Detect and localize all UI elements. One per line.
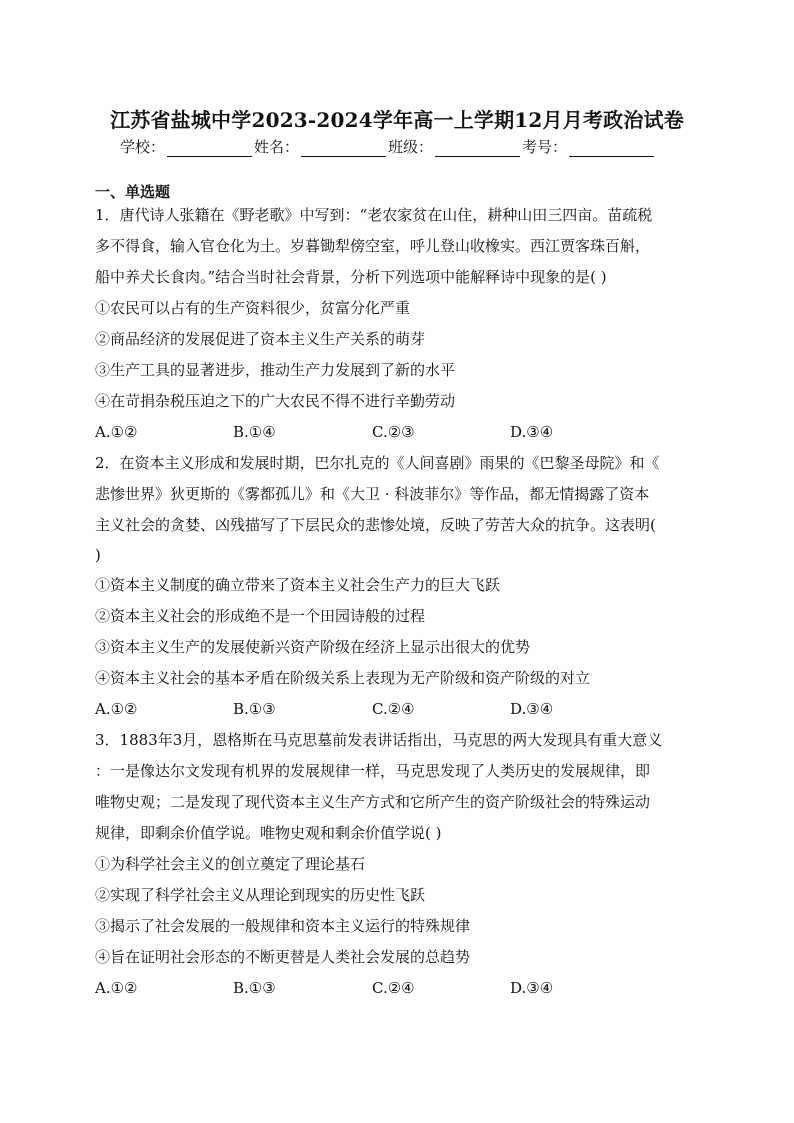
option-c[interactable]: C.②④: [372, 700, 415, 718]
name-field: [254, 136, 388, 157]
question-3-statement: ②实现了科学社会主义从理论到现实的历史性飞跃: [95, 886, 426, 904]
option-a[interactable]: A.①②: [95, 423, 138, 441]
page-title: 江苏省盐城中学2023-2024学年高一上学期12月月考政治试卷: [110, 108, 684, 132]
option-d[interactable]: D.③④: [510, 423, 554, 441]
class-blank[interactable]: [435, 140, 520, 157]
school-field: [120, 136, 254, 157]
class-field: [388, 136, 522, 157]
question-2-line: 2．在资本主义形成和发展时期，巴尔扎克的《人间喜剧》雨果的《巴黎圣母院》和《: [95, 454, 660, 472]
question-1-line: 船中养犬长食肉。”结合当时社会背景，分析下列选项中能解释诗中现象的是( ): [95, 268, 607, 286]
exam-number-blank[interactable]: [569, 140, 654, 157]
question-3-line: 3．1883年3月，恩格斯在马克思墓前发表讲话指出，马克思的两大发现具有重大意义: [95, 731, 663, 749]
option-b[interactable]: B.①④: [233, 423, 276, 441]
school-label: 学校：: [120, 138, 166, 156]
exam-number-field: [522, 136, 656, 157]
question-2-line: ): [95, 546, 101, 564]
question-1-statement: ④在苛捐杂税压迫之下的广大农民不得不进行辛勤劳动: [95, 392, 456, 410]
question-1-line: 1．唐代诗人张籍在《野老歌》中写到：“老农家贫在山住，耕种山田三四亩。苗疏税: [95, 206, 653, 224]
question-3-statement: ③揭示了社会发展的一般规律和资本主义运行的特殊规律: [95, 917, 471, 935]
exam-number-label: 考号：: [522, 138, 568, 156]
question-2-line: 主义社会的贪婪、凶残描写了下层民众的悲惨处境，反映了劳苦大众的抗争。这表明(: [95, 516, 656, 534]
option-b[interactable]: B.①③: [233, 979, 276, 997]
student-info-line: [120, 136, 656, 157]
name-blank[interactable]: [301, 140, 386, 157]
option-c[interactable]: C.②④: [372, 979, 415, 997]
question-3-line: ：一是像达尔文发现有机界的发展规律一样，马克思发现了人类历史的发展规律，即: [95, 762, 651, 780]
question-1-line: 多不得食，输入官仓化为土。岁暮锄犁傍空室，呼儿登山收橡实。西江贾客珠百斛，: [95, 237, 651, 255]
option-a[interactable]: A.①②: [95, 979, 138, 997]
option-a[interactable]: A.①②: [95, 700, 138, 718]
question-2-statement: ②资本主义社会的形成绝不是一个田园诗般的过程: [95, 607, 426, 625]
option-c[interactable]: C.②③: [372, 423, 415, 441]
option-b[interactable]: B.①③: [233, 700, 276, 718]
class-label: 班级：: [388, 138, 434, 156]
question-3-line: 唯物史观；二是发现了现代资本主义生产方式和它所产生的资产阶级社会的特殊运动: [95, 793, 651, 811]
option-d[interactable]: D.③④: [510, 700, 554, 718]
question-1-statement: ①农民可以占有的生产资料很少，贫富分化严重: [95, 299, 411, 317]
question-3-statement: ①为科学社会主义的创立奠定了理论基石: [95, 855, 366, 873]
school-blank[interactable]: [167, 140, 252, 157]
question-2-line: 悲惨世界》狄更斯的《雾都孤儿》和《大卫 · 科波菲尔》等作品，都无情揭露了资本: [95, 485, 650, 503]
question-2-statement: ①资本主义制度的确立带来了资本主义社会生产力的巨大飞跃: [95, 576, 501, 594]
question-3-line: 规律，即剩余价值学说。唯物史观和剩余价值学说( ): [95, 824, 442, 842]
question-1-statement: ②商品经济的发展促进了资本主义生产关系的萌芽: [95, 330, 426, 348]
option-d[interactable]: D.③④: [510, 979, 554, 997]
question-2-statement: ④资本主义社会的基本矛盾在阶级关系上表现为无产阶级和资产阶级的对立: [95, 669, 591, 687]
question-2-statement: ③资本主义生产的发展使新兴资产阶级在经济上显示出很大的优势: [95, 638, 531, 656]
section-title: 一、单选题: [95, 183, 171, 201]
question-3-statement: ④旨在证明社会形态的不断更替是人类社会发展的总趋势: [95, 948, 471, 966]
question-1-statement: ③生产工具的显著进步，推动生产力发展到了新的水平: [95, 361, 456, 379]
name-label: 姓名：: [254, 138, 300, 156]
